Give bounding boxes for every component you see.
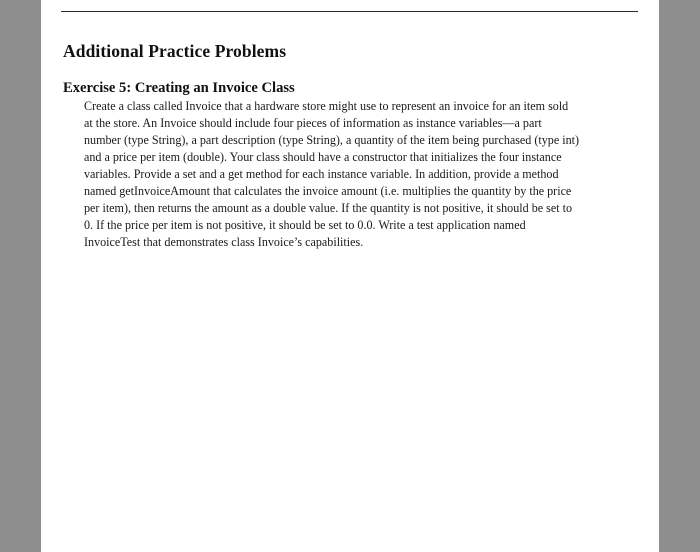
description-line: at the store. An Invoice should include four pieces of information as instance variables—a part <box>84 116 542 130</box>
exercise-description <box>84 98 642 251</box>
section-title: Additional Practice Problems <box>63 41 287 61</box>
document-page <box>41 0 659 552</box>
header-rule <box>61 11 638 12</box>
description-line: Create a class called Invoice that a hardware store might use to represent an invoice for an item sold <box>84 99 569 113</box>
description-line: InvoiceTest that demonstrates class Invoice’s capabilities. <box>84 235 364 249</box>
exercise-title: Exercise 5: Creating an Invoice Class <box>63 80 295 96</box>
description-line: per item), then returns the amount as a double value. If the quantity is not positive, it should be set to <box>84 201 573 215</box>
description-line: and a price per item (double). Your class should have a constructor that initializes the four instance <box>84 150 562 164</box>
description-line: variables. Provide a set and a get method for each instance variable. In addition, provide a method <box>84 167 559 181</box>
description-line: named getInvoiceAmount that calculates the invoice amount (i.e. multiplies the quantity by the price <box>84 184 572 198</box>
description-line: 0. If the price per item is not positive, it should be set to 0.0. Write a test application named <box>84 218 526 232</box>
description-line: number (type String), a part description (type String), a quantity of the item being purchased (type int) <box>84 133 580 147</box>
